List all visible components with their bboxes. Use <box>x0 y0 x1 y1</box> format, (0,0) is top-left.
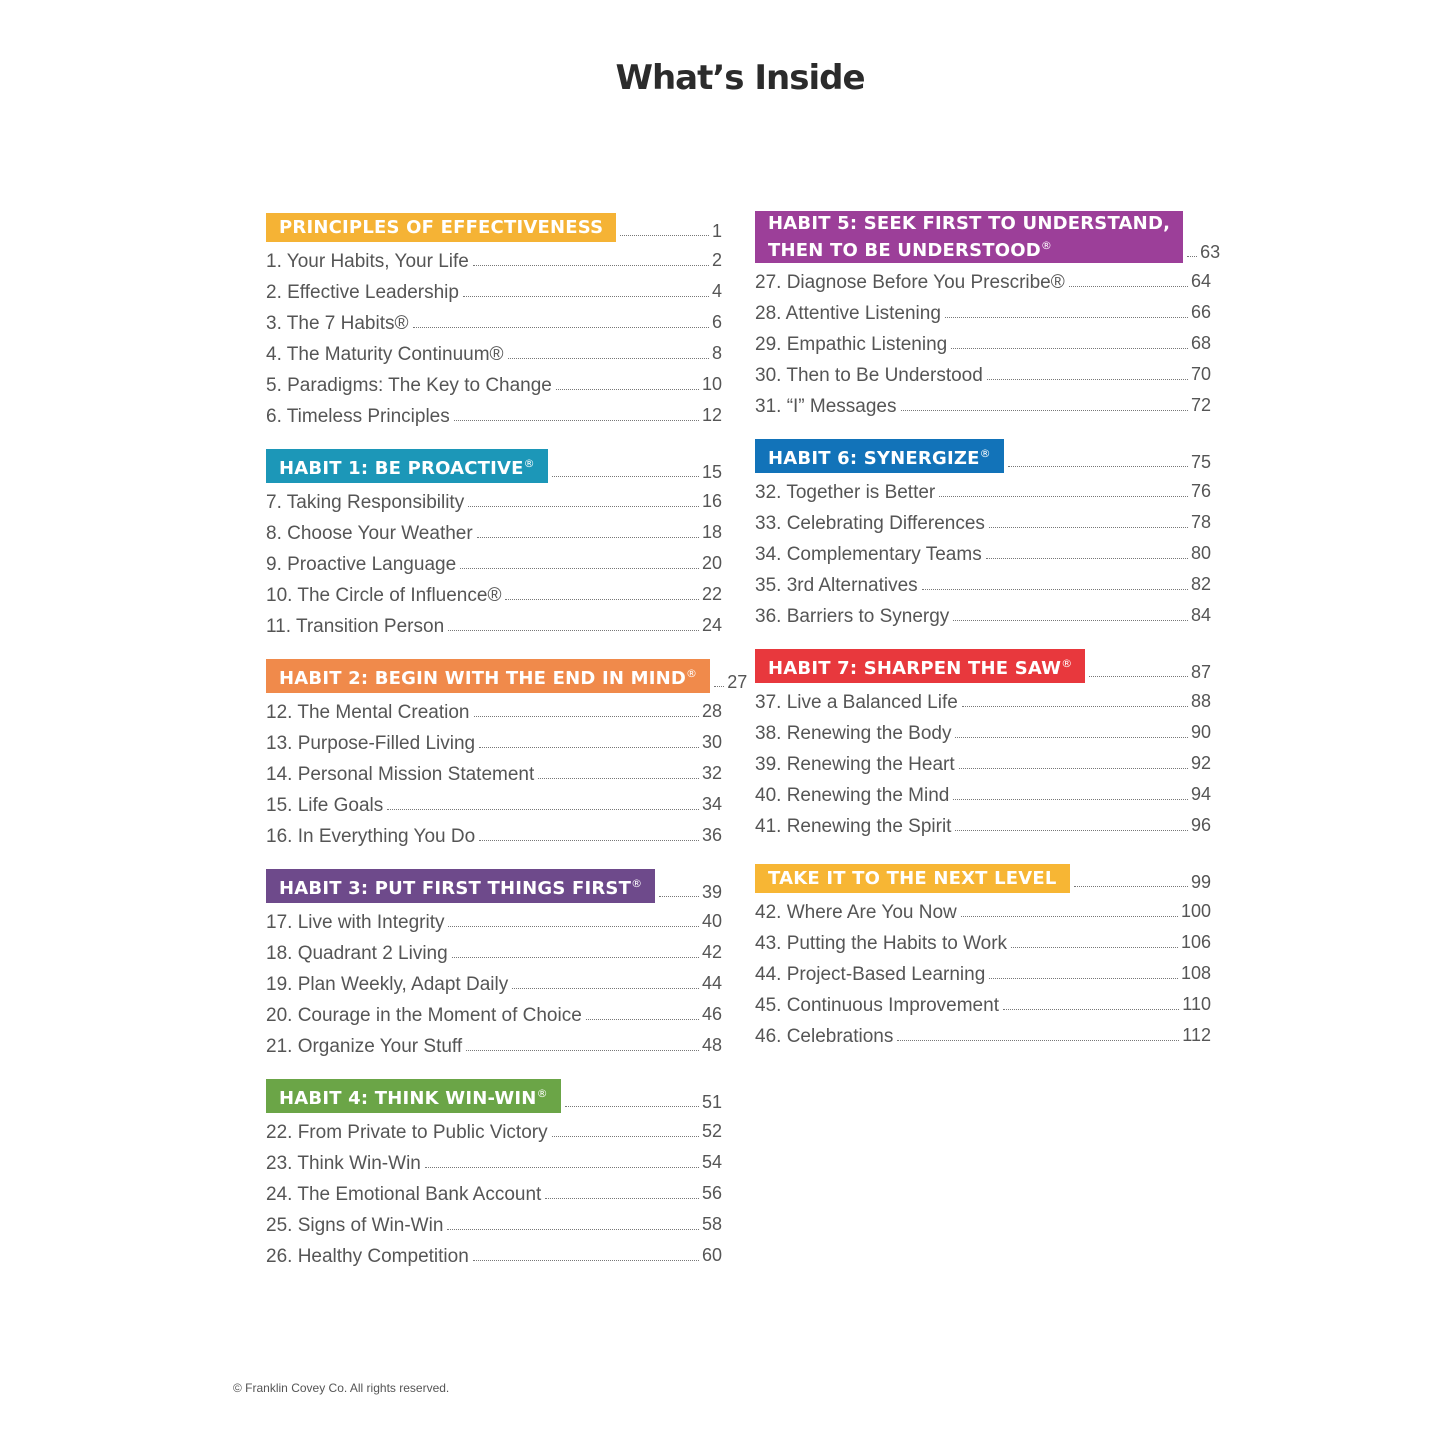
section-header-badge <box>755 439 1004 473</box>
toc-entry[interactable] <box>266 273 722 304</box>
toc-entry[interactable] <box>266 242 722 273</box>
toc-entry[interactable] <box>266 1206 722 1237</box>
toc-entry[interactable] <box>266 1175 722 1206</box>
toc-entry[interactable] <box>755 325 1211 356</box>
toc-entry-page-number: 10 <box>701 374 722 394</box>
toc-entry[interactable] <box>266 786 722 817</box>
section-header-badge <box>266 869 655 903</box>
toc-entry[interactable] <box>755 1017 1211 1048</box>
toc-entry-label: 12. The Mental Creation <box>266 702 470 723</box>
dot-leader <box>505 599 699 600</box>
dot-leader <box>387 809 699 810</box>
toc-entry[interactable] <box>755 263 1211 294</box>
section-header-text: PRINCIPLES OF EFFECTIVENESS <box>279 217 604 238</box>
dot-leader <box>1089 676 1188 677</box>
registered-mark: ® <box>1061 657 1073 670</box>
dot-leader <box>1011 947 1178 948</box>
section-header-badge <box>755 649 1085 683</box>
toc-entry[interactable] <box>266 934 722 965</box>
toc-entry-label: 40. Renewing the Mind <box>755 785 950 806</box>
toc-entry[interactable] <box>266 1144 722 1175</box>
toc-entry[interactable] <box>266 483 722 514</box>
registered-mark: ® <box>631 877 643 890</box>
right-column <box>755 211 1221 1072</box>
section-header-badge <box>266 213 616 242</box>
dot-leader <box>479 840 699 841</box>
dot-leader <box>508 358 709 359</box>
section-page-number: 15 <box>701 462 722 482</box>
toc-entry-label: 6. Timeless Principles <box>266 406 450 427</box>
dot-leader <box>1008 466 1188 467</box>
toc-entry-page-number: 96 <box>1190 815 1211 835</box>
toc-entry-label: 20. Courage in the Moment of Choice <box>266 1005 582 1026</box>
toc-entry-label: 27. Diagnose Before You Prescribe® <box>755 272 1065 293</box>
toc-entry-page-number: 40 <box>701 911 722 931</box>
toc-entry-label: 5. Paradigms: The Key to Change <box>266 375 552 396</box>
toc-entry[interactable] <box>266 545 722 576</box>
dot-leader <box>1187 256 1197 257</box>
section-header-badge <box>755 864 1070 893</box>
section-header-row[interactable] <box>266 662 748 693</box>
toc-entry-label: 2. Effective Leadership <box>266 282 459 303</box>
section-page-number: 99 <box>1190 872 1211 892</box>
section-header-text: HABIT 3: PUT FIRST THINGS FIRST <box>279 878 632 899</box>
dot-leader <box>620 235 709 236</box>
toc-entry-label: 1. Your Habits, Your Life <box>266 251 469 272</box>
dot-leader <box>962 706 1188 707</box>
dot-leader <box>939 496 1188 497</box>
toc-entry[interactable] <box>266 1113 722 1144</box>
toc-entry-page-number: 30 <box>701 732 722 752</box>
toc-entry[interactable] <box>755 473 1211 504</box>
toc-entry-label: 21. Organize Your Stuff <box>266 1036 463 1057</box>
toc-entry-page-number: 66 <box>1190 302 1211 322</box>
toc-entry-label: 13. Purpose-Filled Living <box>266 733 476 754</box>
toc-entry-page-number: 60 <box>701 1245 722 1265</box>
toc-entry[interactable] <box>755 776 1211 807</box>
toc-entry-page-number: 4 <box>711 281 722 301</box>
toc-entry-label: 34. Complementary Teams <box>755 544 982 565</box>
toc-entry-page-number: 58 <box>701 1214 722 1234</box>
toc-entry-page-number: 24 <box>701 615 722 635</box>
toc-entry-page-number: 88 <box>1190 691 1211 711</box>
section-header-line-2: THEN TO BE UNDERSTOOD <box>768 240 1041 261</box>
section-habit-1 <box>266 452 722 638</box>
toc-entry-label: 17. Live with Integrity <box>266 912 445 933</box>
toc-entry-label: 4. The Maturity Continuum® <box>266 344 504 365</box>
toc-entry-label: 15. Life Goals <box>266 795 384 816</box>
toc-entry[interactable] <box>755 356 1211 387</box>
section-page-number: 51 <box>701 1092 722 1112</box>
dot-leader <box>473 265 709 266</box>
toc-entry[interactable] <box>266 965 722 996</box>
toc-entry[interactable] <box>266 903 722 934</box>
section-header-badge <box>755 211 1183 263</box>
dot-leader <box>468 506 699 507</box>
toc-entry-label: 30. Then to Be Understood <box>755 365 983 386</box>
toc-entry-label: 18. Quadrant 2 Living <box>266 943 448 964</box>
section-header-row[interactable] <box>755 862 1211 893</box>
section-habit-2 <box>266 662 748 848</box>
registered-mark: ® <box>536 1087 548 1100</box>
toc-entry-page-number: 100 <box>1180 901 1211 921</box>
dot-leader <box>545 1198 699 1199</box>
toc-entry-page-number: 76 <box>1190 481 1211 501</box>
section-page-number: 27 <box>727 672 748 692</box>
section-habit-6 <box>755 442 1211 628</box>
toc-entry-page-number: 64 <box>1190 271 1211 291</box>
toc-entry-page-number: 90 <box>1190 722 1211 742</box>
dot-leader <box>448 926 698 927</box>
section-header-text: HABIT 4: THINK WIN-WIN <box>279 1088 537 1109</box>
dot-leader <box>1069 286 1188 287</box>
dot-leader <box>955 830 1188 831</box>
section-header-row[interactable] <box>755 652 1211 683</box>
toc-entry-label: 19. Plan Weekly, Adapt Daily <box>266 974 509 995</box>
toc-entry[interactable] <box>266 607 722 638</box>
section-habit-4 <box>266 1082 722 1268</box>
section-header-row[interactable] <box>266 872 722 903</box>
toc-entry-label: 35. 3rd Alternatives <box>755 575 918 596</box>
dot-leader <box>989 527 1188 528</box>
toc-entry[interactable] <box>266 304 722 335</box>
dot-leader <box>447 1229 699 1230</box>
toc-entry[interactable] <box>755 683 1211 714</box>
toc-entry-label: 45. Continuous Improvement <box>755 995 999 1016</box>
toc-entry[interactable] <box>266 1237 722 1268</box>
toc-entry-page-number: 8 <box>711 343 722 363</box>
toc-entry[interactable] <box>755 294 1211 325</box>
toc-entry-page-number: 52 <box>701 1121 722 1141</box>
toc-entry-label: 31. “I” Messages <box>755 396 897 417</box>
toc-entry[interactable] <box>755 566 1211 597</box>
toc-entry-label: 32. Together is Better <box>755 482 936 503</box>
section-page-number: 75 <box>1190 452 1211 472</box>
toc-entry[interactable] <box>755 597 1211 628</box>
toc-entry[interactable] <box>266 755 722 786</box>
toc-entry-page-number: 18 <box>701 522 722 542</box>
dot-leader <box>466 1050 699 1051</box>
section-header-text: HABIT 7: SHARPEN THE SAW <box>768 658 1062 679</box>
toc-entry-page-number: 36 <box>701 825 722 845</box>
toc-entry[interactable] <box>266 397 722 428</box>
toc-entry-label: 9. Proactive Language <box>266 554 457 575</box>
dot-leader <box>586 1019 699 1020</box>
dot-leader <box>425 1167 699 1168</box>
toc-entry-page-number: 32 <box>701 763 722 783</box>
dot-leader <box>1003 1009 1179 1010</box>
section-principles <box>266 211 722 428</box>
dot-leader <box>922 589 1188 590</box>
dot-leader <box>556 389 699 390</box>
toc-entry-label: 29. Empathic Listening <box>755 334 948 355</box>
toc-entry-label: 22. From Private to Public Victory <box>266 1122 548 1143</box>
dot-leader <box>714 686 724 687</box>
section-header-line-1: HABIT 5: SEEK FIRST TO UNDERSTAND, <box>768 213 1171 234</box>
toc-entry-page-number: 82 <box>1190 574 1211 594</box>
page-title: What’s Inside <box>615 58 865 98</box>
toc-entry-page-number: 68 <box>1190 333 1211 353</box>
dot-leader <box>659 896 699 897</box>
toc-entry[interactable] <box>266 576 722 607</box>
toc-entry[interactable] <box>755 745 1211 776</box>
dot-leader <box>953 799 1188 800</box>
toc-entry-label: 11. Transition Person <box>266 616 445 637</box>
toc-entry-page-number: 44 <box>701 973 722 993</box>
toc-entry-label: 44. Project-Based Learning <box>755 964 986 985</box>
toc-entry-label: 14. Personal Mission Statement <box>266 764 535 785</box>
dot-leader <box>474 716 699 717</box>
dot-leader <box>463 296 709 297</box>
toc-entry[interactable] <box>266 817 722 848</box>
dot-leader <box>1074 886 1188 887</box>
toc-entry[interactable] <box>755 387 1211 418</box>
toc-entry-page-number: 72 <box>1190 395 1211 415</box>
dot-leader <box>989 978 1178 979</box>
dot-leader <box>987 379 1188 380</box>
dot-leader <box>473 1260 699 1261</box>
toc-entry[interactable] <box>266 724 722 755</box>
dot-leader <box>986 558 1188 559</box>
toc-entry-label: 8. Choose Your Weather <box>266 523 473 544</box>
dot-leader <box>955 737 1188 738</box>
registered-mark: ® <box>686 667 698 680</box>
toc-entry-label: 42. Where Are You Now <box>755 902 957 923</box>
toc-entry-label: 7. Taking Responsibility <box>266 492 465 513</box>
dot-leader <box>953 620 1188 621</box>
registered-mark: ® <box>1040 239 1053 252</box>
toc-entry[interactable] <box>755 986 1211 1017</box>
toc-entry-page-number: 2 <box>711 250 722 270</box>
toc-entry-page-number: 94 <box>1190 784 1211 804</box>
dot-leader <box>479 747 699 748</box>
toc-entry-label: 10. The Circle of Influence® <box>266 585 502 606</box>
section-page-number: 63 <box>1200 242 1221 262</box>
toc-entry[interactable] <box>266 514 722 545</box>
section-header-text: TAKE IT TO THE NEXT LEVEL <box>768 868 1057 889</box>
toc-entry-label: 16. In Everything You Do <box>266 826 476 847</box>
dot-leader <box>538 778 699 779</box>
toc-entry[interactable] <box>266 996 722 1027</box>
dot-leader <box>477 537 699 538</box>
toc-entry-page-number: 56 <box>701 1183 722 1203</box>
dot-leader <box>460 568 699 569</box>
toc-entry-label: 3. The 7 Habits® <box>266 313 409 334</box>
section-habit-3 <box>266 872 722 1058</box>
dot-leader <box>413 327 709 328</box>
toc-entry-page-number: 54 <box>701 1152 722 1172</box>
toc-entry-page-number: 48 <box>701 1035 722 1055</box>
toc-entry-page-number: 92 <box>1190 753 1211 773</box>
toc-entry[interactable] <box>266 335 722 366</box>
dot-leader <box>552 476 699 477</box>
toc-entry[interactable] <box>266 1027 722 1058</box>
toc-entry[interactable] <box>755 504 1211 535</box>
toc-entry[interactable] <box>266 693 722 724</box>
dot-leader <box>565 1106 699 1107</box>
toc-entry-page-number: 84 <box>1190 605 1211 625</box>
toc-entry-page-number: 42 <box>701 942 722 962</box>
dot-leader <box>897 1040 1179 1041</box>
toc-entry-page-number: 106 <box>1180 932 1211 952</box>
toc-entry-page-number: 28 <box>701 701 722 721</box>
toc-entry-label: 28. Attentive Listening <box>755 303 941 324</box>
dot-leader <box>454 420 699 421</box>
section-next-level <box>755 862 1211 1048</box>
toc-entry-page-number: 78 <box>1190 512 1211 532</box>
toc-entry-label: 36. Barriers to Synergy <box>755 606 950 627</box>
toc-entry-page-number: 16 <box>701 491 722 511</box>
section-header-text: HABIT 2: BEGIN WITH THE END IN MIND <box>279 668 687 689</box>
toc-entry-label: 37. Live a Balanced Life <box>755 692 958 713</box>
dot-leader <box>959 768 1188 769</box>
section-habit-5 <box>755 211 1221 418</box>
section-header-row[interactable] <box>266 1082 722 1113</box>
section-header-row[interactable] <box>266 211 722 242</box>
toc-entry-label: 23. Think Win-Win <box>266 1153 421 1174</box>
toc-entry-page-number: 46 <box>701 1004 722 1024</box>
toc-entry-page-number: 80 <box>1190 543 1211 563</box>
section-header-row[interactable] <box>266 452 722 483</box>
toc-entry-page-number: 20 <box>701 553 722 573</box>
dot-leader <box>512 988 699 989</box>
toc-entry[interactable] <box>266 366 722 397</box>
registered-mark: ® <box>979 447 991 460</box>
dot-leader <box>951 348 1188 349</box>
toc-entry-page-number: 6 <box>711 312 722 332</box>
toc-entry[interactable] <box>755 893 1211 924</box>
section-habit-7 <box>755 652 1211 838</box>
toc-entry-page-number: 112 <box>1182 1025 1211 1045</box>
dot-leader <box>452 957 699 958</box>
section-page-number: 39 <box>701 882 722 902</box>
toc-entry-label: 38. Renewing the Body <box>755 723 952 744</box>
dot-leader <box>945 317 1188 318</box>
toc-entry-page-number: 12 <box>701 405 722 425</box>
toc-entry[interactable] <box>755 807 1211 838</box>
section-page-number: 87 <box>1190 662 1211 682</box>
section-header-text: HABIT 1: BE PROACTIVE <box>279 458 524 479</box>
toc-entry[interactable] <box>755 955 1211 986</box>
toc-entry-page-number: 34 <box>701 794 722 814</box>
section-page-number: 1 <box>711 221 722 241</box>
copyright-notice: © Franklin Covey Co. All rights reserved. <box>233 1381 450 1395</box>
section-header-badge <box>266 449 548 483</box>
toc-entry-page-number: 22 <box>701 584 722 604</box>
section-header-row[interactable] <box>755 211 1221 263</box>
left-column <box>266 211 748 1292</box>
toc-entry-page-number: 110 <box>1182 994 1211 1014</box>
toc-entry-label: 46. Celebrations <box>755 1026 894 1047</box>
toc-entry-label: 26. Healthy Competition <box>266 1246 469 1267</box>
registered-mark: ® <box>523 457 535 470</box>
toc-entry-label: 33. Celebrating Differences <box>755 513 985 534</box>
toc-entry[interactable] <box>755 924 1211 955</box>
dot-leader <box>961 916 1178 917</box>
dot-leader <box>448 630 699 631</box>
toc-entry-label: 41. Renewing the Spirit <box>755 816 952 837</box>
section-header-text: HABIT 6: SYNERGIZE <box>768 448 980 469</box>
toc-entry[interactable] <box>755 714 1211 745</box>
toc-entry[interactable] <box>755 535 1211 566</box>
section-header-badge <box>266 659 710 693</box>
toc-entry-label: 24. The Emotional Bank Account <box>266 1184 542 1205</box>
toc-entry-label: 25. Signs of Win-Win <box>266 1215 444 1236</box>
section-header-badge <box>266 1079 561 1113</box>
toc-entry-label: 43. Putting the Habits to Work <box>755 933 1008 954</box>
dot-leader <box>901 410 1188 411</box>
toc-entry-page-number: 70 <box>1190 364 1211 384</box>
toc-entry-page-number: 108 <box>1180 963 1211 983</box>
dot-leader <box>552 1136 699 1137</box>
section-header-row[interactable] <box>755 442 1211 473</box>
toc-entry-label: 39. Renewing the Heart <box>755 754 955 775</box>
